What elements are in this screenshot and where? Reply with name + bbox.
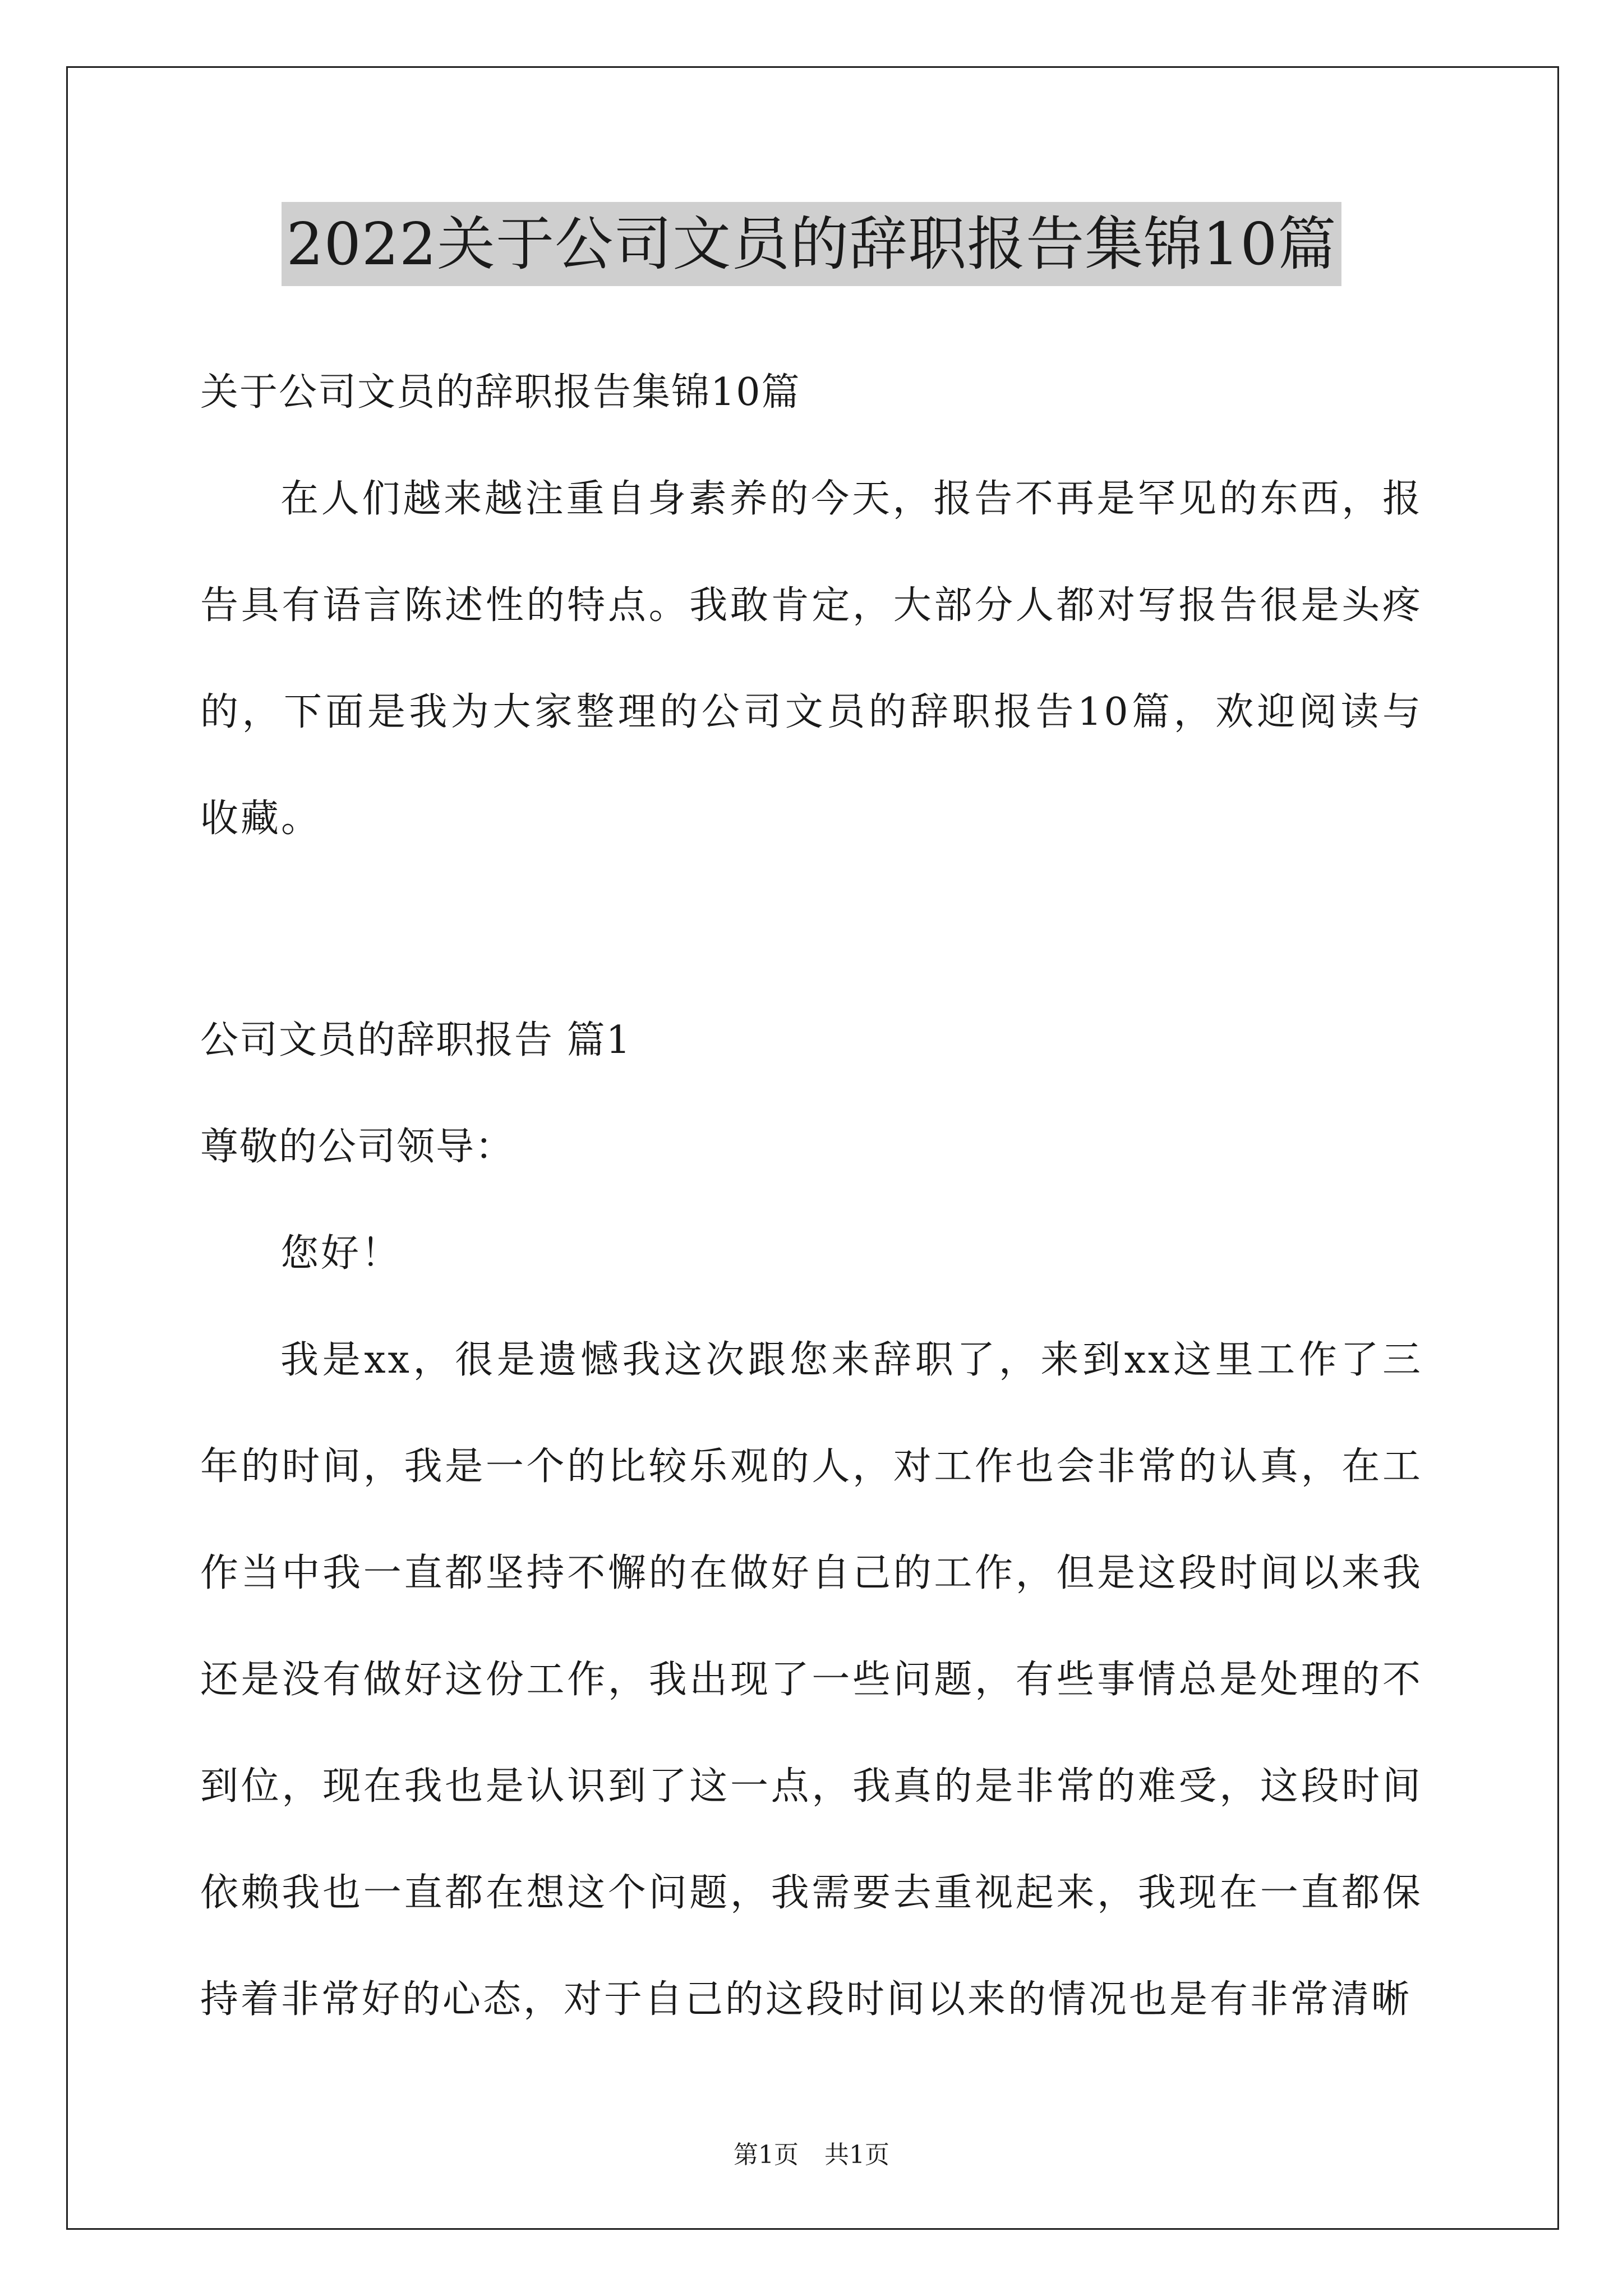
section-spacer xyxy=(200,872,1423,987)
page-number: 第1页 xyxy=(734,2141,799,2169)
document-subtitle: 关于公司文员的辞职报告集锦10篇 xyxy=(200,370,801,415)
document-title: 2022关于公司文员的辞职报告集锦10篇 xyxy=(282,202,1341,286)
salutation: 尊敬的公司领导： xyxy=(200,1125,515,1169)
title-container xyxy=(0,202,1623,286)
document-body xyxy=(200,339,1423,2053)
body-paragraph: 我是xx，很是遗憾我这次跟您来辞职了，来到xx这里工作了三年的时间，我是一个的比较乐观的人，对工作也会非常的认真，在工作当中我一直都坚持不懈的在做好自己的工作，但是这段时间以来我还是没有做好这份工作，我出现了一些问题，有些事情总是处理的不到位，现在我也是认识到了这一点，我真的是非常的难受，这段时间依赖我也一直都在想这个问题，我需要去重视起来，我现在一直都保持着非常好的心态，对于自己的这段时间以来的情况也是有非常清晰 xyxy=(200,1338,1423,2022)
intro-paragraph: 在人们越来越注重自身素养的今天，报告不再是罕见的东西，报告具有语言陈述性的特点。我敢肯定，大部分人都对写报告很是头疼的，下面是我为大家整理的公司文员的辞职报告10篇，欢迎阅读与收藏。 xyxy=(200,477,1423,841)
greeting: 您好！ xyxy=(280,1231,402,1276)
page-footer xyxy=(0,2138,1623,2172)
section-heading: 公司文员的辞职报告 篇1 xyxy=(200,1018,631,1062)
page-total: 共1页 xyxy=(824,2141,889,2169)
